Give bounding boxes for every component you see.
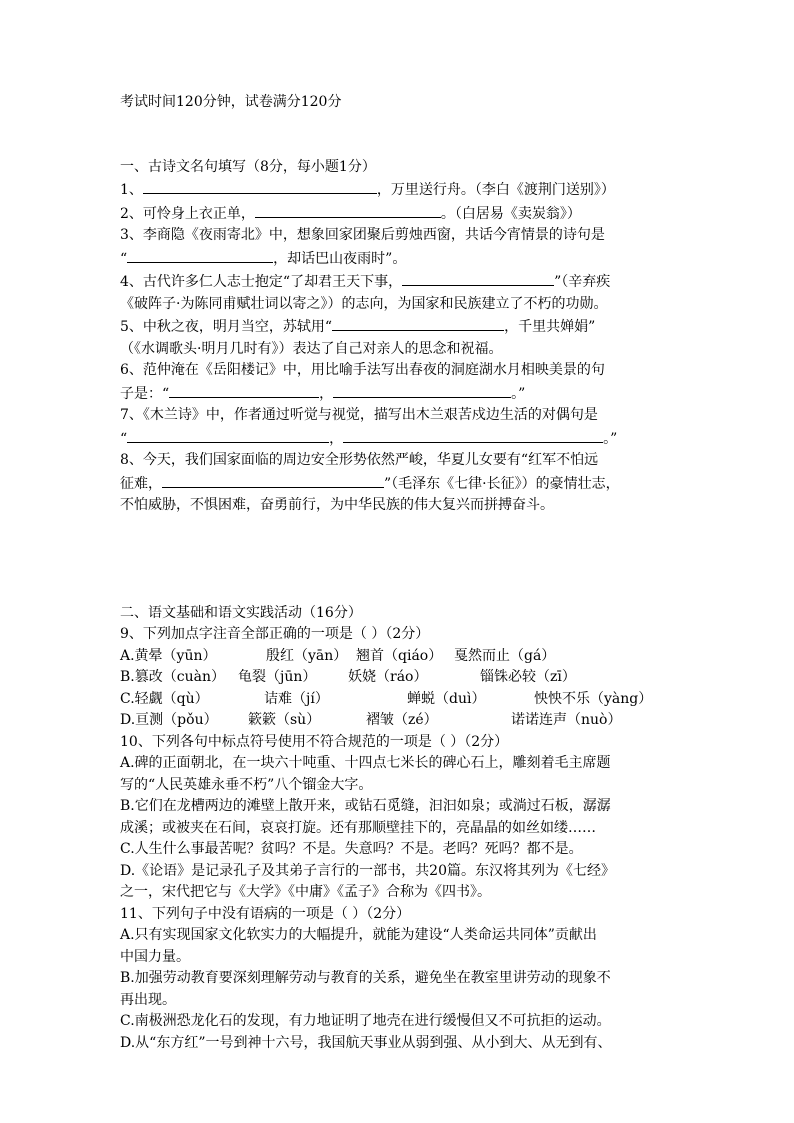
q6-line2 [120,382,676,406]
q7-comma: ， [329,430,344,447]
q9-c-3: 蝉蜕（duì） [407,690,486,707]
exam-page [120,92,676,1054]
q9-d-1: D.亘测（pǒu） [120,712,218,728]
q7-text-after: 。” [603,430,618,447]
spacer [120,538,676,560]
q2 [120,202,676,226]
q7-open-quote: “ [120,430,128,447]
q3-answer-blank[interactable] [127,247,273,263]
q5-line2: （《水调歌头·明月几时有》）表达了自己对亲人的思念和祝福。 [120,340,503,357]
q6-answer-blank-2[interactable] [333,382,511,398]
q9-a-3: 翘首（qiáo） [356,647,443,664]
q8-answer-blank[interactable] [162,472,384,488]
spacer [120,560,676,582]
spacer [120,114,676,136]
spacer [120,135,676,157]
q4-text-pre: 4、古代许多仁人志士抱定“了却君王天下事， [120,274,403,290]
q6-comma: ， [319,385,334,402]
q1-text: ，万里送行舟。（李白《渡荆门送别》） [376,182,615,198]
q6-text-after: 。” [511,385,526,402]
q9-d-4: 诺诺连声（nuò） [511,712,622,728]
q11-line[interactable]: C.南极洲恐龙化石的发现，有力地证明了地壳在进行缓慢但又不可抗拒的运动。 [120,1013,611,1029]
q8-text-after: ”（毛泽东《七律·长征》）的豪情壮志， [384,475,620,492]
section2-title: 二、语文基础和语文实践活动（16分） [120,604,362,621]
q9-d-3: 褶皱（zé） [366,712,438,728]
q2-answer-blank[interactable] [255,202,441,218]
q10-stem: 10、下列各句中标点符号使用不符合规范的一项是（ ）（2分） [120,733,509,750]
q6-answer-blank-1[interactable] [169,382,319,398]
q9-c-2: 诘难（jí） [264,690,329,707]
q11-line: 中国力量。 [120,948,190,965]
spacer [120,517,676,539]
q9-c-4: 怏怏不乐（yàng） [534,690,653,707]
q11-line[interactable]: B.加强劳动教育要深刻理解劳动与教育的关系，避免坐在教室里讲劳动的现象不 [120,970,611,986]
spacer [120,581,676,603]
q9-a-4: 戛然而止（gá） [454,647,556,664]
q10-line[interactable]: B.它们在龙槽两边的滩壁上散开来，或钻石觅缝，汩汩如泉；或淌过石板，潺潺 [120,798,611,814]
q9-c-1: C.轻觑（qù） [120,690,209,707]
q9-d-2: 簌簌（sù） [248,712,321,728]
q5-line1 [120,315,676,339]
q10-line[interactable]: C.人生什么事最苦呢？贫吗？不是。失意吗？不是。老吗？死吗？都不是。 [120,841,583,857]
q9-b-4: 锱铢必较（zī） [480,669,576,685]
q9-b-3: 妖娆（ráo） [348,669,428,685]
q10-line: 写的“人民英雄永垂不朽”八个镏金大字。 [120,776,373,793]
q4-line1 [120,270,676,294]
q5-text-pre: 5、中秋之夜，明月当空，苏轼用“ [120,319,333,335]
exam-info: 考试时间120分钟，试卷满分120分 [120,94,342,110]
q6-line1: 6、范仲淹在《岳阳楼记》中，用比喻手法写出春夜的洞庭湖水月相映美景的句 [120,362,605,378]
q9-option-d[interactable] [120,710,676,732]
section1-title: 一、古诗文名句填写（8分，每小题1分） [120,158,376,175]
q9-option-b[interactable] [120,667,676,689]
q9-b-1: B.篡改（cuàn） [120,669,225,685]
q5-text-after: ，千里共婵娟” [504,319,596,335]
q9-option-c[interactable] [120,689,676,711]
q5-answer-blank[interactable] [332,315,504,331]
q11-line[interactable]: A.只有实现国家文化软实力的大幅提升，就能为建设“人类命运共同体”贡献出 [120,927,597,943]
q10-line: 之一，宋代把它与《大学》《中庸》《孟子》合称为《四书》。 [120,884,491,900]
q3-text-after: ，却话巴山夜雨时”。 [273,250,407,267]
q8-line1: 8、今天，我们国家面临的周边安全形势依然严峻，华夏儿女要有“红军不怕远 [120,452,599,468]
q1 [120,178,676,202]
q3-open-quote: “ [120,250,128,267]
q2-text-after: 。（白居易《卖炭翁》） [440,205,581,222]
q7-answer-blank-1[interactable] [127,427,329,443]
q11-line[interactable]: D.从“东方红”一号到神十六号，我国航天事业从弱到强、从小到大、从无到有、 [120,1034,612,1051]
q10-line: 成溪；或被夹在石间，哀哀打旋。还有那顺壁挂下的，亮晶晶的如丝如缕…… [120,819,596,836]
q9-a-1: A.黄晕（yūn） [120,647,217,664]
q3-line2 [120,247,676,271]
q7-answer-blank-2[interactable] [343,427,603,443]
q8-line3: 不怕威胁，不惧困难，奋勇前行，为中华民族的伟大复兴而拼搏奋斗。 [120,497,554,513]
q9-a-2: 殷红（yān） [266,647,348,664]
q9-stem: 9、下列加点字注音全部正确的一项是（ ）（2分） [120,626,430,642]
q10-line[interactable]: A.碑的正面朝北，在一块六十吨重、十四点七米长的碑心石上，雕刻着毛主席题 [120,755,611,771]
q8-line2 [120,472,676,496]
q9-b-2: 龟裂（jūn） [238,669,317,685]
q2-text-pre: 2、可怜身上衣正单， [120,205,255,222]
q3-line1: 3、李商隐《夜雨寄北》中，想象回家团聚后剪烛西窗，共话今宵情景的诗句是 [120,227,605,243]
q1-answer-blank[interactable] [143,178,377,194]
q7-line2 [120,427,676,451]
q11-line: 再出现。 [120,991,176,1008]
q4-text-after: ”（辛弃疾 [554,274,611,290]
q11-stem: 11、下列句子中没有语病的一项是（ ）（2分） [120,905,411,922]
q8-text-pre: 征难， [120,475,162,492]
q4-line2: 《破阵子·为陈同甫赋壮词以寄之》）的志向，为国家和民族建立了不朽的功勋。 [120,295,608,312]
q9-option-a[interactable] [120,646,676,668]
q1-number: 1、 [120,182,143,198]
q6-text-pre: 子是：“ [120,385,170,402]
q7-line1: 7、《木兰诗》中，作者通过听觉与视觉，描写出木兰艰苦戍边生活的对偶句是 [120,407,598,423]
q10-line[interactable]: D.《论语》是记录孔子及其弟子言行的一部书，共20篇。东汉将其列为《七经》 [120,862,615,879]
q4-answer-blank[interactable] [402,270,554,286]
